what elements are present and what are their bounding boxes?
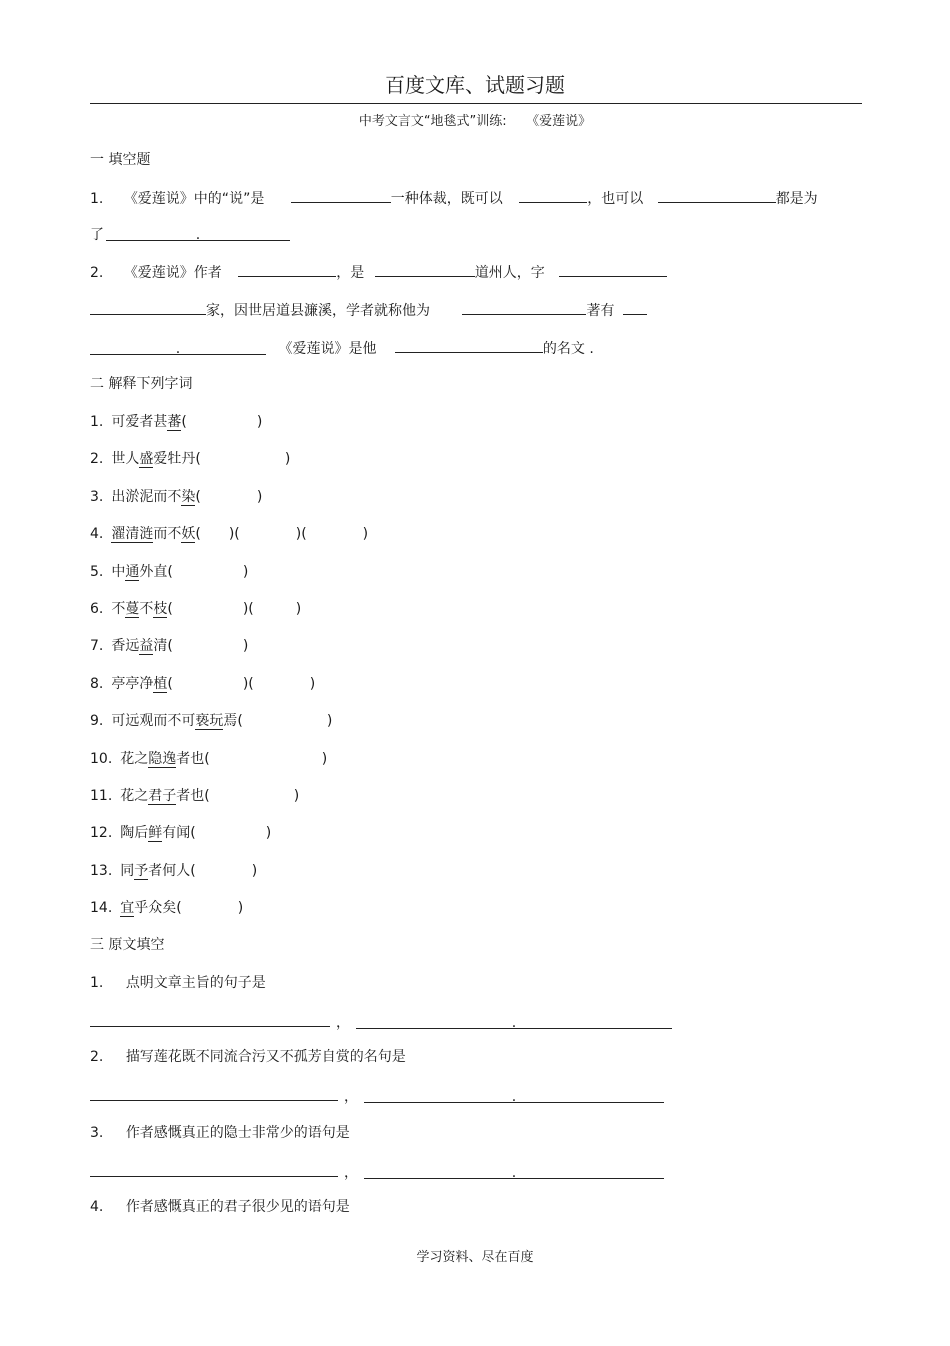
page-subtitle: 中考文言文“地毯式”训练: 《爱莲说》 <box>358 114 592 129</box>
page-footer: 学习资料、尽在百度 <box>416 1250 534 1265</box>
vocab-underlined: 蔓 <box>125 601 140 617</box>
vocab-paren[interactable]: ( ) <box>237 713 333 729</box>
blank-dot: . <box>511 1015 517 1031</box>
s3-item-num: 4. <box>90 1199 104 1215</box>
s1-q1-line1 <box>90 188 818 208</box>
header-divider <box>90 103 862 104</box>
vocab-pre: 可爱者甚 <box>111 414 168 430</box>
vocab-item <box>90 563 248 581</box>
vocab-paren[interactable]: ( ) <box>167 638 249 654</box>
s3-item-text: 作者感慨真正的君子很少见的语句是 <box>125 1199 350 1215</box>
vocab-item <box>90 637 248 655</box>
vocab-paren[interactable]: ( ) <box>204 751 328 767</box>
vocab-num: 3. <box>90 489 104 505</box>
vocab-paren[interactable]: ( ) <box>195 489 263 505</box>
s1-q1-num: 1. <box>90 191 104 207</box>
vocab-num: 13. <box>90 863 113 879</box>
s1-q1-text4: 都是为 <box>775 191 818 207</box>
blank-dot: . <box>175 341 181 357</box>
vocab-paren[interactable]: ( ) <box>176 900 244 916</box>
vocab-pre: 出淤泥而不 <box>111 489 182 505</box>
vocab-underlined: 通 <box>125 564 140 580</box>
vocab-post: 者也 <box>176 788 205 804</box>
vocab-underlined: 隐逸 <box>148 751 177 767</box>
vocab-item <box>90 413 262 431</box>
answer-blank[interactable] <box>658 188 776 203</box>
vocab-item <box>90 750 327 768</box>
section3-heading: 三 原文填空 <box>90 937 165 953</box>
vocab-pre: 亭亭净 <box>111 676 154 692</box>
vocab-underlined: 益 <box>139 638 154 654</box>
vocab-underlined: 枝 <box>153 601 168 617</box>
blank-dot: . <box>195 227 201 243</box>
answer-blank[interactable] <box>364 1164 664 1179</box>
vocab-post: 焉 <box>223 713 238 729</box>
vocab-post: 有闻 <box>162 825 191 841</box>
vocab-underlined: 君子 <box>148 788 177 804</box>
s1-q2-text7: 的名文 . <box>542 341 594 357</box>
s3-item-text: 作者感慨真正的隐士非常少的语句是 <box>125 1125 350 1141</box>
vocab-post: 乎众矣 <box>134 900 177 916</box>
s1-q2-text4: 家，因世居道县濂溪，学者就称他为 <box>206 303 430 319</box>
comma: ， <box>336 1015 350 1031</box>
answer-blank[interactable] <box>559 262 667 277</box>
vocab-pre: 香远 <box>111 638 140 654</box>
s3-answer-row-2 <box>90 1086 664 1106</box>
s3-answer-row-3 <box>90 1162 664 1182</box>
s1-q2-line1 <box>90 262 667 282</box>
s3-item-num: 2. <box>90 1049 104 1065</box>
vocab-num: 10. <box>90 751 113 767</box>
blank-dot: . <box>511 1089 517 1105</box>
s1-q2-line3 <box>90 338 594 358</box>
vocab-post: 而不 <box>153 526 182 542</box>
section2-heading: 二 解释下列字词 <box>90 376 193 392</box>
blank-dot: . <box>511 1165 517 1181</box>
s3-item-text: 点明文章主旨的句子是 <box>125 975 266 991</box>
vocab-item <box>90 675 315 693</box>
comma: ， <box>344 1165 358 1181</box>
vocab-underlined: 植 <box>153 676 168 692</box>
answer-blank[interactable] <box>462 300 586 315</box>
s3-item-3 <box>90 1124 350 1142</box>
vocab-item <box>90 600 301 618</box>
vocab-num: 7. <box>90 638 104 654</box>
vocab-num: 12. <box>90 825 113 841</box>
vocab-underlined: 妖 <box>181 526 196 542</box>
vocab-paren[interactable]: ( ) <box>195 451 291 467</box>
s3-item-text: 描写莲花既不同流合污又不孤芳自赏的名句是 <box>125 1049 406 1065</box>
s3-answer-row-1 <box>90 1012 672 1032</box>
vocab-underlined: 盛 <box>139 451 154 467</box>
vocab-pre: 世人 <box>111 451 140 467</box>
vocab-item <box>90 525 368 543</box>
answer-blank[interactable] <box>519 188 587 203</box>
vocab-num: 6. <box>90 601 104 617</box>
s3-item-num: 3. <box>90 1125 104 1141</box>
s3-item-4 <box>90 1198 350 1216</box>
vocab-underlined: 蕃 <box>167 414 182 430</box>
answer-blank[interactable] <box>375 262 475 277</box>
vocab-num: 14. <box>90 900 113 916</box>
vocab-post: 爱牡丹 <box>153 451 196 467</box>
s1-q2-text5: 著有 <box>586 303 615 319</box>
vocab-item <box>90 450 290 468</box>
vocab-pre: 花之 <box>120 788 149 804</box>
s3-item-1 <box>90 974 266 992</box>
s1-q1-text3: ，也可以 <box>587 191 644 207</box>
s1-q1-text1: 《爱莲说》中的“说”是 <box>123 191 265 207</box>
vocab-paren[interactable]: ( ) <box>190 863 258 879</box>
answer-blank[interactable] <box>90 340 266 355</box>
vocab-num: 11. <box>90 788 113 804</box>
vocab-item <box>90 712 332 730</box>
vocab-item <box>90 824 271 842</box>
page-title: 百度文库、试题习题 <box>385 73 565 97</box>
vocab-pre: 中 <box>111 564 126 580</box>
vocab-pre: 花之 <box>120 751 149 767</box>
vocab-num: 8. <box>90 676 104 692</box>
vocab-pre: 陶后 <box>120 825 149 841</box>
vocab-post: 者也 <box>176 751 205 767</box>
vocab-post: 者何人 <box>148 863 191 879</box>
answer-blank[interactable] <box>106 226 290 241</box>
vocab-num: 1. <box>90 414 104 430</box>
vocab-item <box>90 787 299 805</box>
s3-item-2 <box>90 1048 406 1066</box>
s3-item-num: 1. <box>90 975 104 991</box>
s1-q2-line2 <box>90 300 647 320</box>
vocab-paren[interactable]: ( )( ) <box>167 676 316 692</box>
vocab-num: 4. <box>90 526 104 542</box>
answer-blank[interactable] <box>90 1086 338 1101</box>
s1-q2-num: 2. <box>90 265 104 281</box>
vocab-num: 5. <box>90 564 104 580</box>
s1-q2-text3: 道州人，字 <box>474 265 545 281</box>
vocab-underlined: 亵玩 <box>195 713 224 729</box>
s1-q1-text2: 一种体裁，既可以 <box>390 191 503 207</box>
vocab-paren[interactable]: ( ) <box>181 414 263 430</box>
vocab-num: 9. <box>90 713 104 729</box>
s1-q1-line2 <box>90 226 290 244</box>
vocab-post: 清 <box>153 638 168 654</box>
s1-q1-text5: 了 <box>90 227 104 243</box>
vocab-underlined: 予 <box>134 863 149 879</box>
section1-heading: 一 填空题 <box>90 152 151 168</box>
vocab-post: 不 <box>139 601 154 617</box>
answer-blank[interactable] <box>356 1014 672 1029</box>
vocab-item <box>90 862 257 880</box>
answer-blank[interactable] <box>395 338 543 353</box>
vocab-paren[interactable]: ( ) <box>167 564 249 580</box>
vocab-pre: 同 <box>120 863 135 879</box>
s1-q2-text2: ，是 <box>336 265 365 281</box>
answer-blank[interactable] <box>90 1162 338 1177</box>
comma: ， <box>344 1089 358 1105</box>
vocab-item <box>90 488 262 506</box>
answer-blank[interactable] <box>90 300 206 315</box>
vocab-item <box>90 899 243 917</box>
vocab-paren[interactable]: ( ) <box>204 788 300 804</box>
vocab-paren[interactable]: ( )( )( ) <box>195 526 369 542</box>
answer-blank[interactable] <box>238 262 336 277</box>
vocab-paren[interactable]: ( ) <box>190 825 272 841</box>
vocab-underlined: 宜 <box>120 900 135 916</box>
vocab-paren[interactable]: ( )( ) <box>167 601 302 617</box>
vocab-pre: 可远观而不可 <box>111 713 196 729</box>
answer-blank[interactable] <box>90 1012 330 1027</box>
answer-blank[interactable] <box>364 1088 664 1103</box>
vocab-post: 外直 <box>139 564 168 580</box>
answer-blank[interactable] <box>623 300 647 315</box>
vocab-underlined: 濯清涟 <box>111 526 154 542</box>
s1-q2-text6: 《爱莲说》是他 <box>278 341 377 357</box>
vocab-num: 2. <box>90 451 104 467</box>
vocab-underlined: 染 <box>181 489 196 505</box>
vocab-underlined: 鲜 <box>148 825 163 841</box>
answer-blank[interactable] <box>291 188 391 203</box>
vocab-pre: 不 <box>111 601 126 617</box>
s1-q2-text1: 《爱莲说》作者 <box>123 265 222 281</box>
